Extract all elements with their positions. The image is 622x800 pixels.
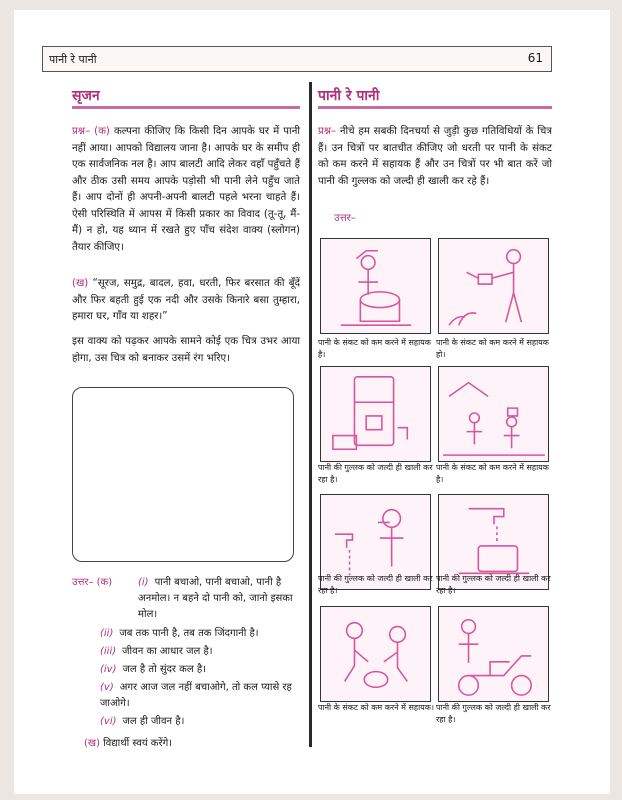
caption-7: पानी के संकट को कम करने में सहायक। — [318, 703, 434, 712]
answer-item-5: (v) अगर आज जल नहीं बचाओगे, तो कल प्यासे रह जाओगे। — [100, 682, 292, 709]
drawing-box — [72, 387, 294, 562]
illustration-bathing-bucket — [320, 238, 431, 334]
column-divider — [309, 82, 312, 747]
page-number: 61 — [527, 51, 543, 65]
answer-item-6: (vi) जल ही जीवन है। — [100, 716, 185, 727]
section-title-srijan: सृजन — [72, 88, 100, 104]
right-answer-label: उत्तर– — [334, 213, 356, 224]
caption-1: पानी के संकट को कम करने में सहायक है। — [318, 338, 431, 359]
answer-item-2: (ii) जब तक पानी है, तब तक जिंदगानी है। — [100, 628, 259, 639]
illustration-water-purifier — [320, 366, 431, 462]
illustration-washing-scooter — [438, 606, 549, 702]
caption-5: पानी की गुल्लक को जल्दी ही खाली कर रहा है। — [318, 574, 433, 595]
section-rule-left — [72, 106, 300, 109]
caption-8: पानी की गुल्लक को जल्दी ही खाली कर रहा है। — [436, 703, 551, 724]
section-rule-right — [318, 106, 552, 109]
header-title: पानी रे पानी — [49, 53, 97, 66]
answer-item-4: (iv) जल है तो सुंदर कल है। — [100, 664, 206, 675]
page-header — [42, 46, 552, 72]
right-question-label: प्रश्न– — [318, 126, 337, 137]
caption-6: पानी की गुल्लक को जल्दी ही खाली कर रहा है। — [436, 574, 551, 595]
caption-2: पानी के संकट को कम करने में सहायक हो। — [436, 338, 549, 359]
right-question — [318, 124, 552, 190]
right-question-text: नीचे हम सबकी दिनचर्या से जुड़ी कुछ गतिविधियों के चित्र हैं। उन चित्रों पर बातचीत कीजिए जो धरती पर पानी के संकट को कम करने में सहायक हैं और उन चित्रों पर भी बात करें जो पानी की गुल्लक को जल्दी ही खाली कर रहे हैं। — [318, 126, 552, 187]
question-ka-text: कल्पना कीजिए कि किसी दिन आपके घर में पानी नहीं आया। आपको विद्यालय जाना है। आपके घर के समीप ही एक सार्वजनिक नल है। आप बालटी आदि लेकर वहाँ पहुँचते हैं और ठीक उसी समय आपके पड़ोसी भी पानी लेने पहुँच जाते हैं। आप दोनों ही अपनी-अपनी बालटी पहले भरना चाहते हैं। ऐसी परिस्थिति में आपस में किसी प्रकार का विवाद (तू-तू, मैं-मैं) न हो, यह ध्यान में रखते हुए पाँच संदेश वाक्य (स्लोगन) तैयार कीजिए। — [72, 126, 300, 253]
question-kha-text: “सूरज, समुद्र, बादल, हवा, धरती, फिर बरसात की बूँदें और फिर बहती हुई एक नदी और उसके किनारे बसा तुम्हारा, हमारा घर, गाँव या शहर।” — [72, 278, 300, 322]
illustration-watering-plants — [438, 238, 549, 334]
caption-4: पानी के संकट को कम करने में सहायक है। — [436, 463, 549, 484]
question-kha-label: (ख) — [72, 278, 89, 289]
question-ka — [72, 124, 300, 256]
illustration-carrying-water — [438, 366, 549, 462]
question-ka-label: प्रश्न– (क) — [72, 126, 110, 137]
answer-ka-label: उत्तर– (क) — [72, 577, 113, 588]
answer-item-1: (i) पानी बचाओ, पानी बचाओ, पानी है अनमोल। न बहने दो पानी को, जानो इसका मोल। — [138, 577, 293, 620]
illustration-children-piggybank — [320, 606, 431, 702]
section-title-pani: पानी रे पानी — [318, 88, 380, 104]
caption-3: पानी की गुल्लक को जल्दी ही खाली कर रहा है। — [318, 463, 433, 484]
question-kha-instruction: इस वाक्य को पढ़कर आपके सामने कोई एक चित्र उभर आया होगा, उस चित्र को बनाकर उसमें रंग भरिए। — [72, 336, 300, 364]
answer-item-3: (iii) जीवन का आधार जल है। — [100, 646, 213, 657]
question-kha — [72, 276, 300, 326]
answer-kha: (ख) विद्यार्थी स्वयं करेंगे। — [84, 738, 172, 749]
